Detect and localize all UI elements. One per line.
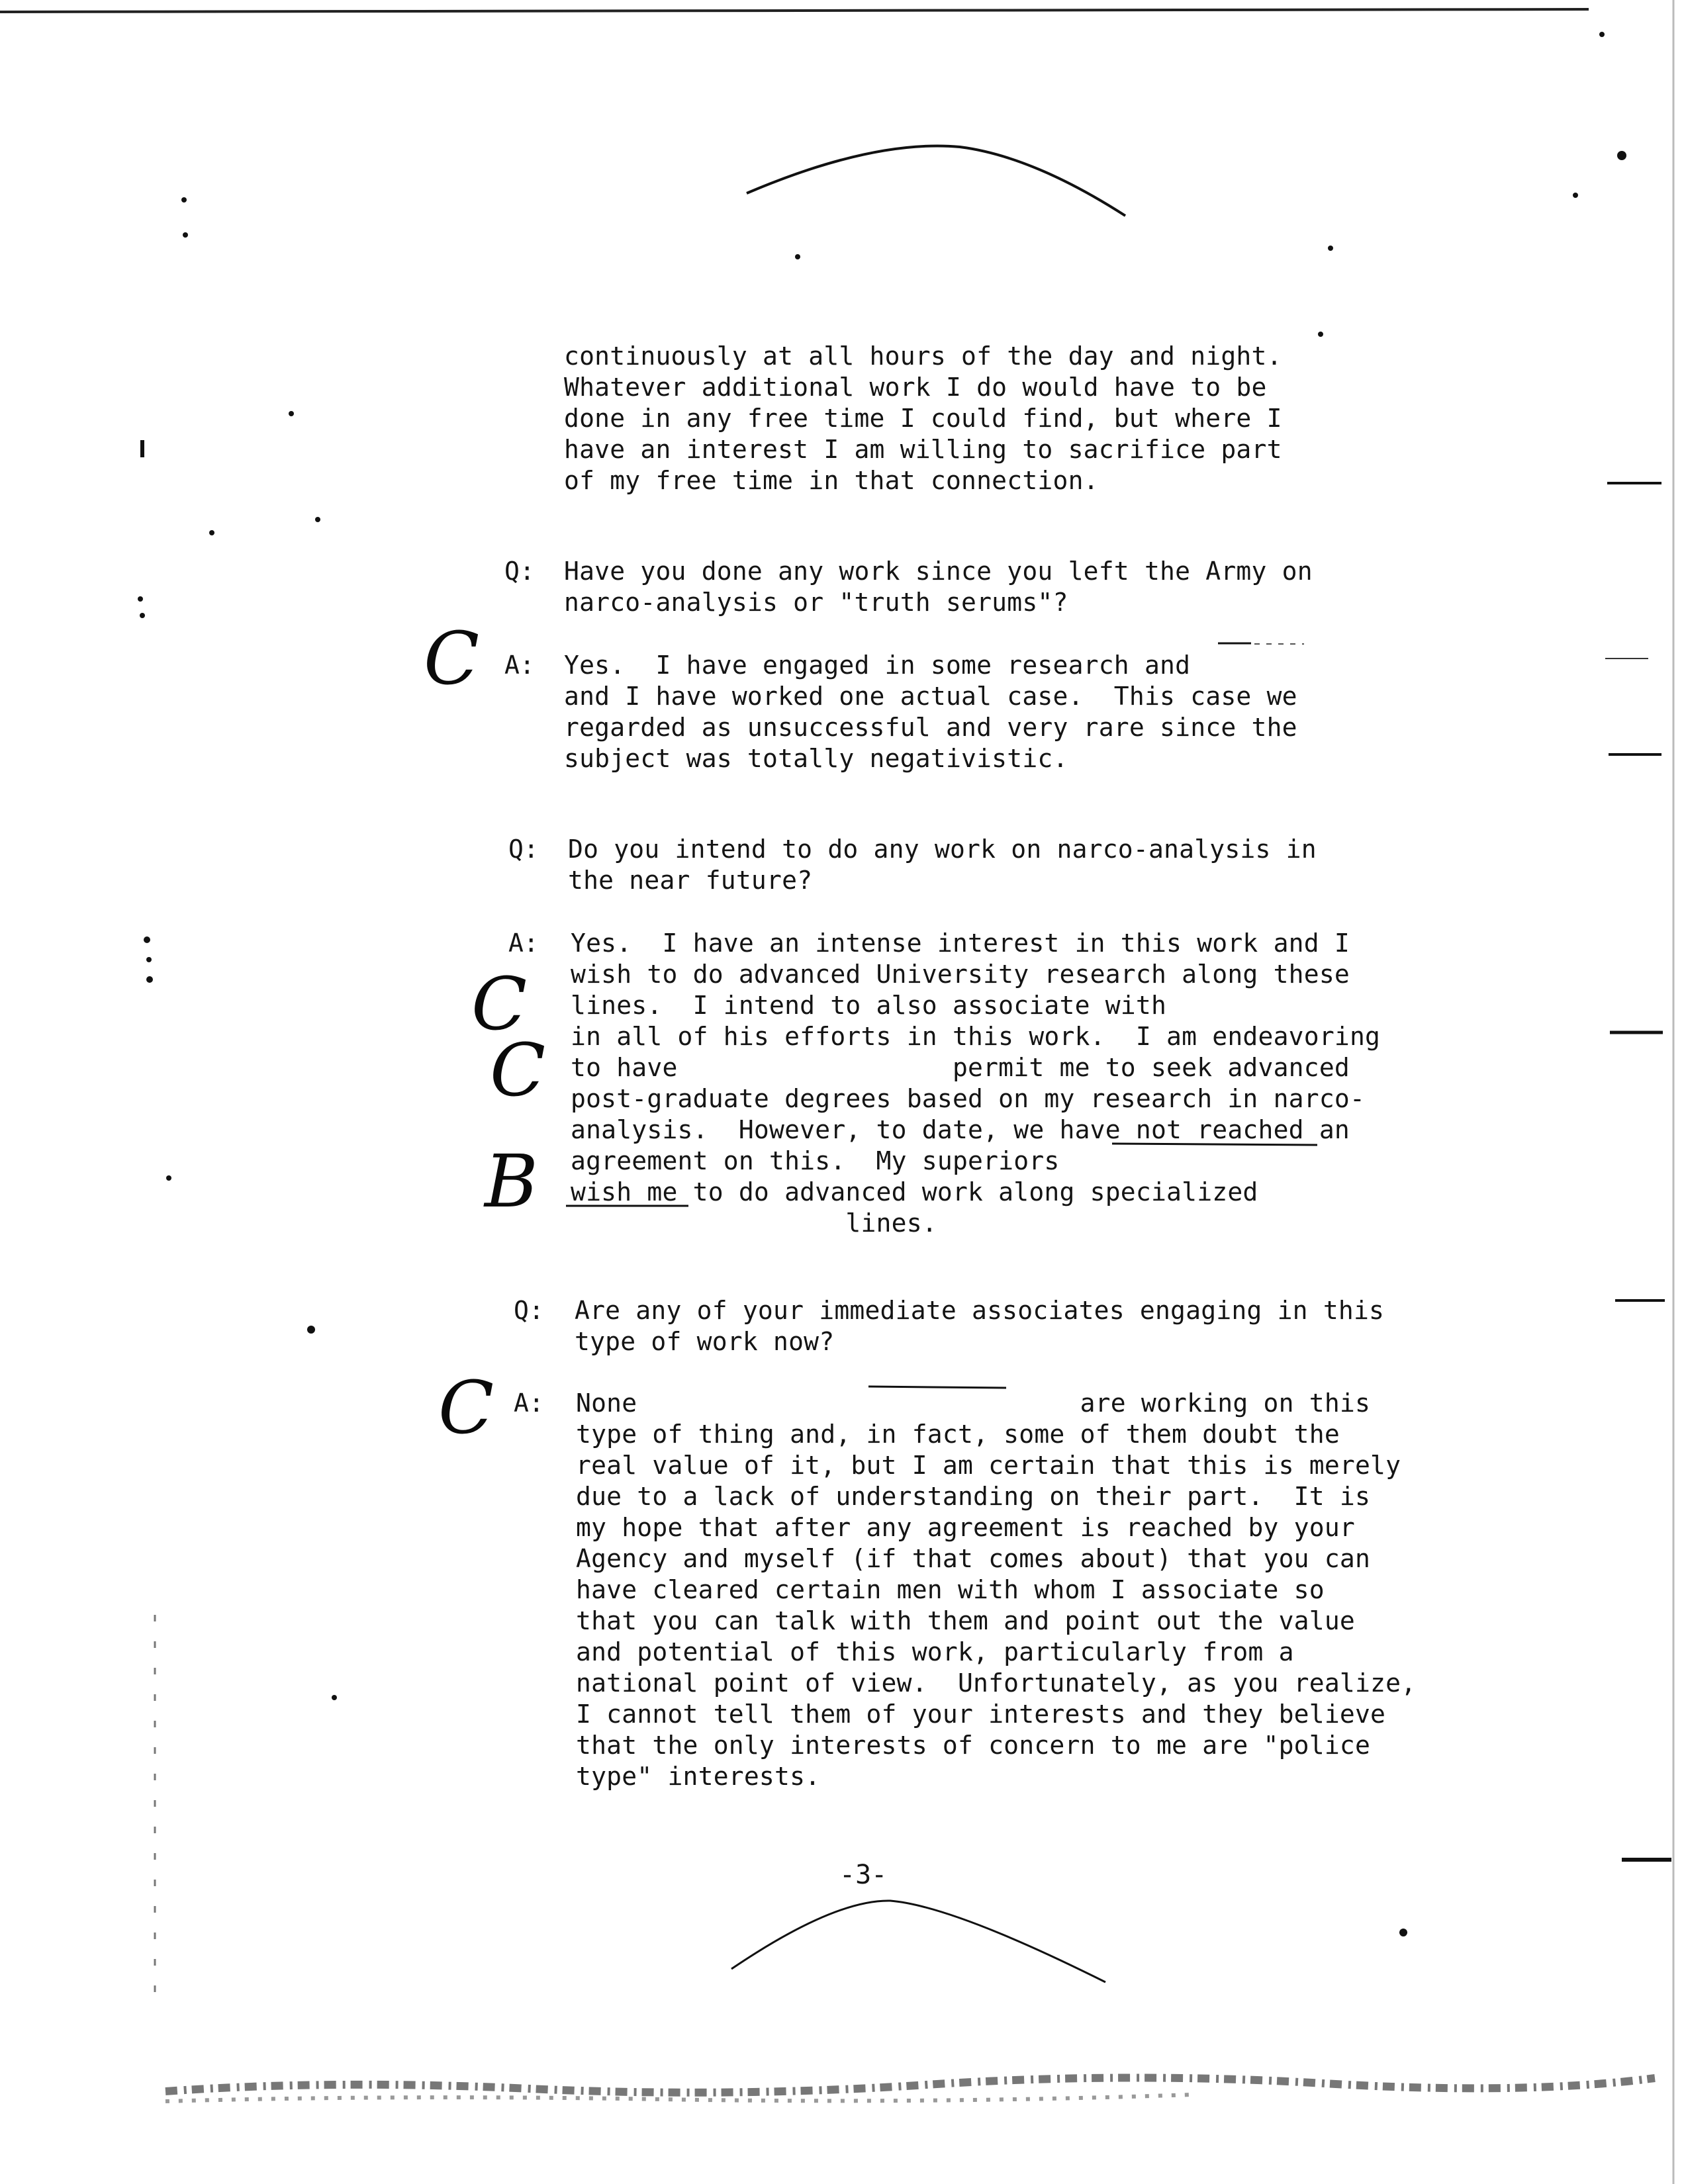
paragraph-line: my hope that after any agreement is reached by your [576, 1513, 1355, 1542]
answer-label: A: [508, 929, 539, 958]
paragraph-line: Yes. I have engaged in some research and [564, 651, 1191, 680]
paragraph-line: have an interest I am willing to sacrifice part [564, 435, 1282, 464]
question-label: Q: [504, 557, 535, 586]
paragraph-line: and potential of this work, particularly from a [576, 1637, 1294, 1666]
paragraph-line: national point of view. Unfortunately, as you realize, [576, 1668, 1417, 1698]
answer-label: A: [514, 1388, 544, 1418]
paragraph-line: wish to do advanced University research along these [571, 960, 1350, 989]
paragraph-line: and I have worked one actual case. This case we [564, 682, 1297, 711]
paragraph-line: that you can talk with them and point out the value [576, 1606, 1355, 1635]
paragraph-line: Are any of your immediate associates engaging in this [575, 1296, 1385, 1325]
paragraph-line: to have permit me to seek advanced [571, 1053, 1350, 1082]
paragraph-line: narco-analysis or "truth serums"? [564, 588, 1068, 617]
paragraph-line: done in any free time I could find, but where I [564, 404, 1282, 433]
paragraph-line: Yes. I have an intense interest in this work and I [571, 929, 1350, 958]
paragraph-line: subject was totally negativistic. [564, 744, 1068, 773]
question-label: Q: [508, 835, 539, 864]
paragraph-line: lines. I intend to also associate with [571, 991, 1167, 1020]
margin-mark: C [424, 616, 480, 701]
answer-label: A: [504, 651, 535, 680]
paragraph-line: Have you done any work since you left the Army on [564, 557, 1313, 586]
paragraph-line: have cleared certain men with whom I associate so [576, 1575, 1325, 1604]
paragraph-line: analysis. However, to date, we have not reached an [571, 1115, 1350, 1144]
paragraph-line: agreement on this. My superiors [571, 1146, 1060, 1175]
margin-mark: C [471, 962, 528, 1046]
paragraph-line: that the only interests of concern to me are "police [576, 1731, 1371, 1760]
page-number: -3- [839, 1860, 888, 1890]
paragraph-line: wish me to do advanced work along specialized [571, 1177, 1258, 1206]
paragraph-line: post-graduate degrees based on my research in narco- [571, 1084, 1366, 1113]
question-label: Q: [514, 1296, 544, 1325]
paragraph-line: Agency and myself (if that comes about) that you can [576, 1544, 1371, 1573]
paragraph-line: type of thing and, in fact, some of them doubt the [576, 1420, 1340, 1449]
margin-mark: B [485, 1139, 538, 1224]
margin-mark: C [438, 1365, 494, 1450]
paragraph-line: in all of his efforts in this work. I am endeavoring [571, 1022, 1381, 1051]
paragraph-line: Do you intend to do any work on narco-analysis in [568, 835, 1317, 864]
paragraph-line: due to a lack of understanding on their part. It is [576, 1482, 1371, 1511]
paragraph-line: real value of it, but I am certain that this is merely [576, 1451, 1401, 1480]
paragraph-line: regarded as unsuccessful and very rare since the [564, 713, 1297, 742]
paragraph-line: I cannot tell them of your interests and they believe [576, 1700, 1386, 1729]
margin-mark: C [490, 1028, 546, 1113]
paragraph-line: the near future? [568, 866, 813, 895]
paragraph-line: type" interests. [576, 1762, 821, 1791]
paragraph-line: type of work now? [575, 1327, 835, 1356]
paragraph-line: continuously at all hours of the day and night. [564, 341, 1282, 371]
paragraph-line: of my free time in that connection. [564, 466, 1099, 495]
paragraph-line: lines. [571, 1208, 937, 1238]
paragraph-line: None are working on this [576, 1388, 1371, 1418]
paragraph-line: Whatever additional work I do would have to be [564, 373, 1267, 402]
